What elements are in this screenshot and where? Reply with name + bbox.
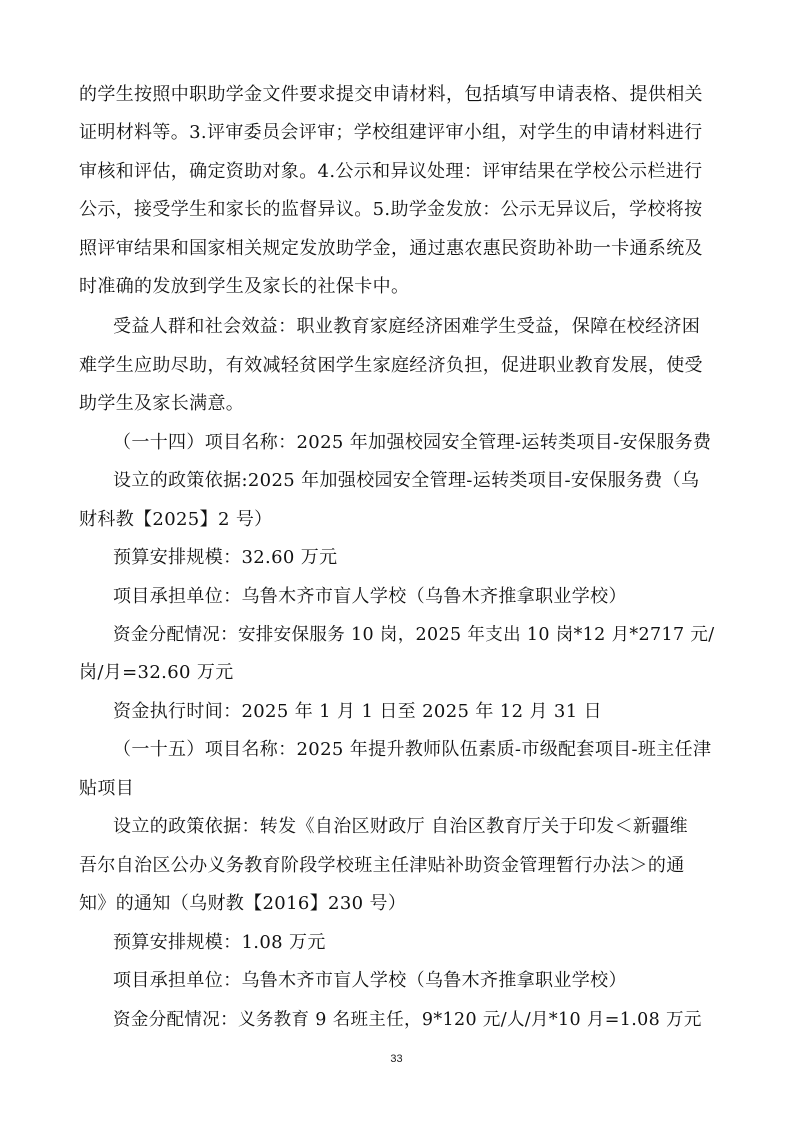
text-line-24: 项目承担单位：乌鲁木齐市盲人学校（乌鲁木齐推拿职业学校） [113,970,627,991]
text-line-4: 公示，接受学生和家长的监督异议。5.助学金发放：公示无异议后，学校将按 [79,199,703,220]
text-line-2: 证明材料等。3.评审委员会评审；学校组建评审小组，对学生的申请材料进行 [79,122,703,143]
text-line-11: 设立的政策依据:2025 年加强校园安全管理-运转类项目-安保服务费（乌 [113,470,700,491]
text-line-12: 财科教【2025】2 号） [79,509,273,530]
text-line-19: 贴项目 [79,778,135,799]
text-line-1: 的学生按照中职助学金文件要求提交申请材料，包括填写申请表格、提供相关 [79,84,703,105]
text-line-9: 助学生及家长满意。 [79,393,245,414]
text-line-15: 资金分配情况：安排安保服务 10 岗，2025 年支出 10 岗*12 月*2717 元/ [113,625,715,645]
text-line-25: 资金分配情况：义务教育 9 名班主任，9*120 元/人/月*10 月=1.08 万元 [113,1010,702,1030]
text-line-6: 时准确的发放到学生及家长的社保卡中。 [79,276,410,297]
section-heading-15: （一十五）项目名称：2025 年提升教师队伍素质-市级配套项目-班主任津 [113,739,712,760]
text-line-8: 难学生应助尽助，有效减轻贫困学生家庭经济负担，促进职业教育发展，使受 [79,355,703,376]
page-number: 33 [390,1053,403,1065]
text-line-3: 审核和评估，确定资助对象。4.公示和异议处理：评审结果在学校公示栏进行 [79,161,703,182]
section-heading-14: （一十四）项目名称：2025 年加强校园安全管理-运转类项目-安保服务费 [113,432,712,453]
text-line-21: 吾尔自治区公办义务教育阶段学校班主任津贴补助资金管理暂行办法＞的通 [79,855,685,876]
text-line-22: 知》的通知（乌财教【2016】230 号） [79,893,407,914]
text-line-20: 设立的政策依据：转发《自治区财政厅 自治区教育厅关于印发＜新疆维 [113,816,688,837]
text-line-23: 预算安排规模：1.08 万元 [113,932,326,953]
text-line-5: 照评审结果和国家相关规定发放助学金，通过惠农惠民资助补助一卡通系统及 [79,238,703,259]
text-line-17: 资金执行时间：2025 年 1 月 1 日至 2025 年 12 月 31 日 [113,701,602,722]
text-line-13: 预算安排规模：32.60 万元 [113,547,338,568]
text-line-14: 项目承担单位：乌鲁木齐市盲人学校（乌鲁木齐推拿职业学校） [113,586,627,607]
text-line-16: 岗/月=32.60 万元 [79,662,234,683]
text-line-7: 受益人群和社会效益：职业教育家庭经济困难学生受益，保障在校经济困 [113,316,701,337]
